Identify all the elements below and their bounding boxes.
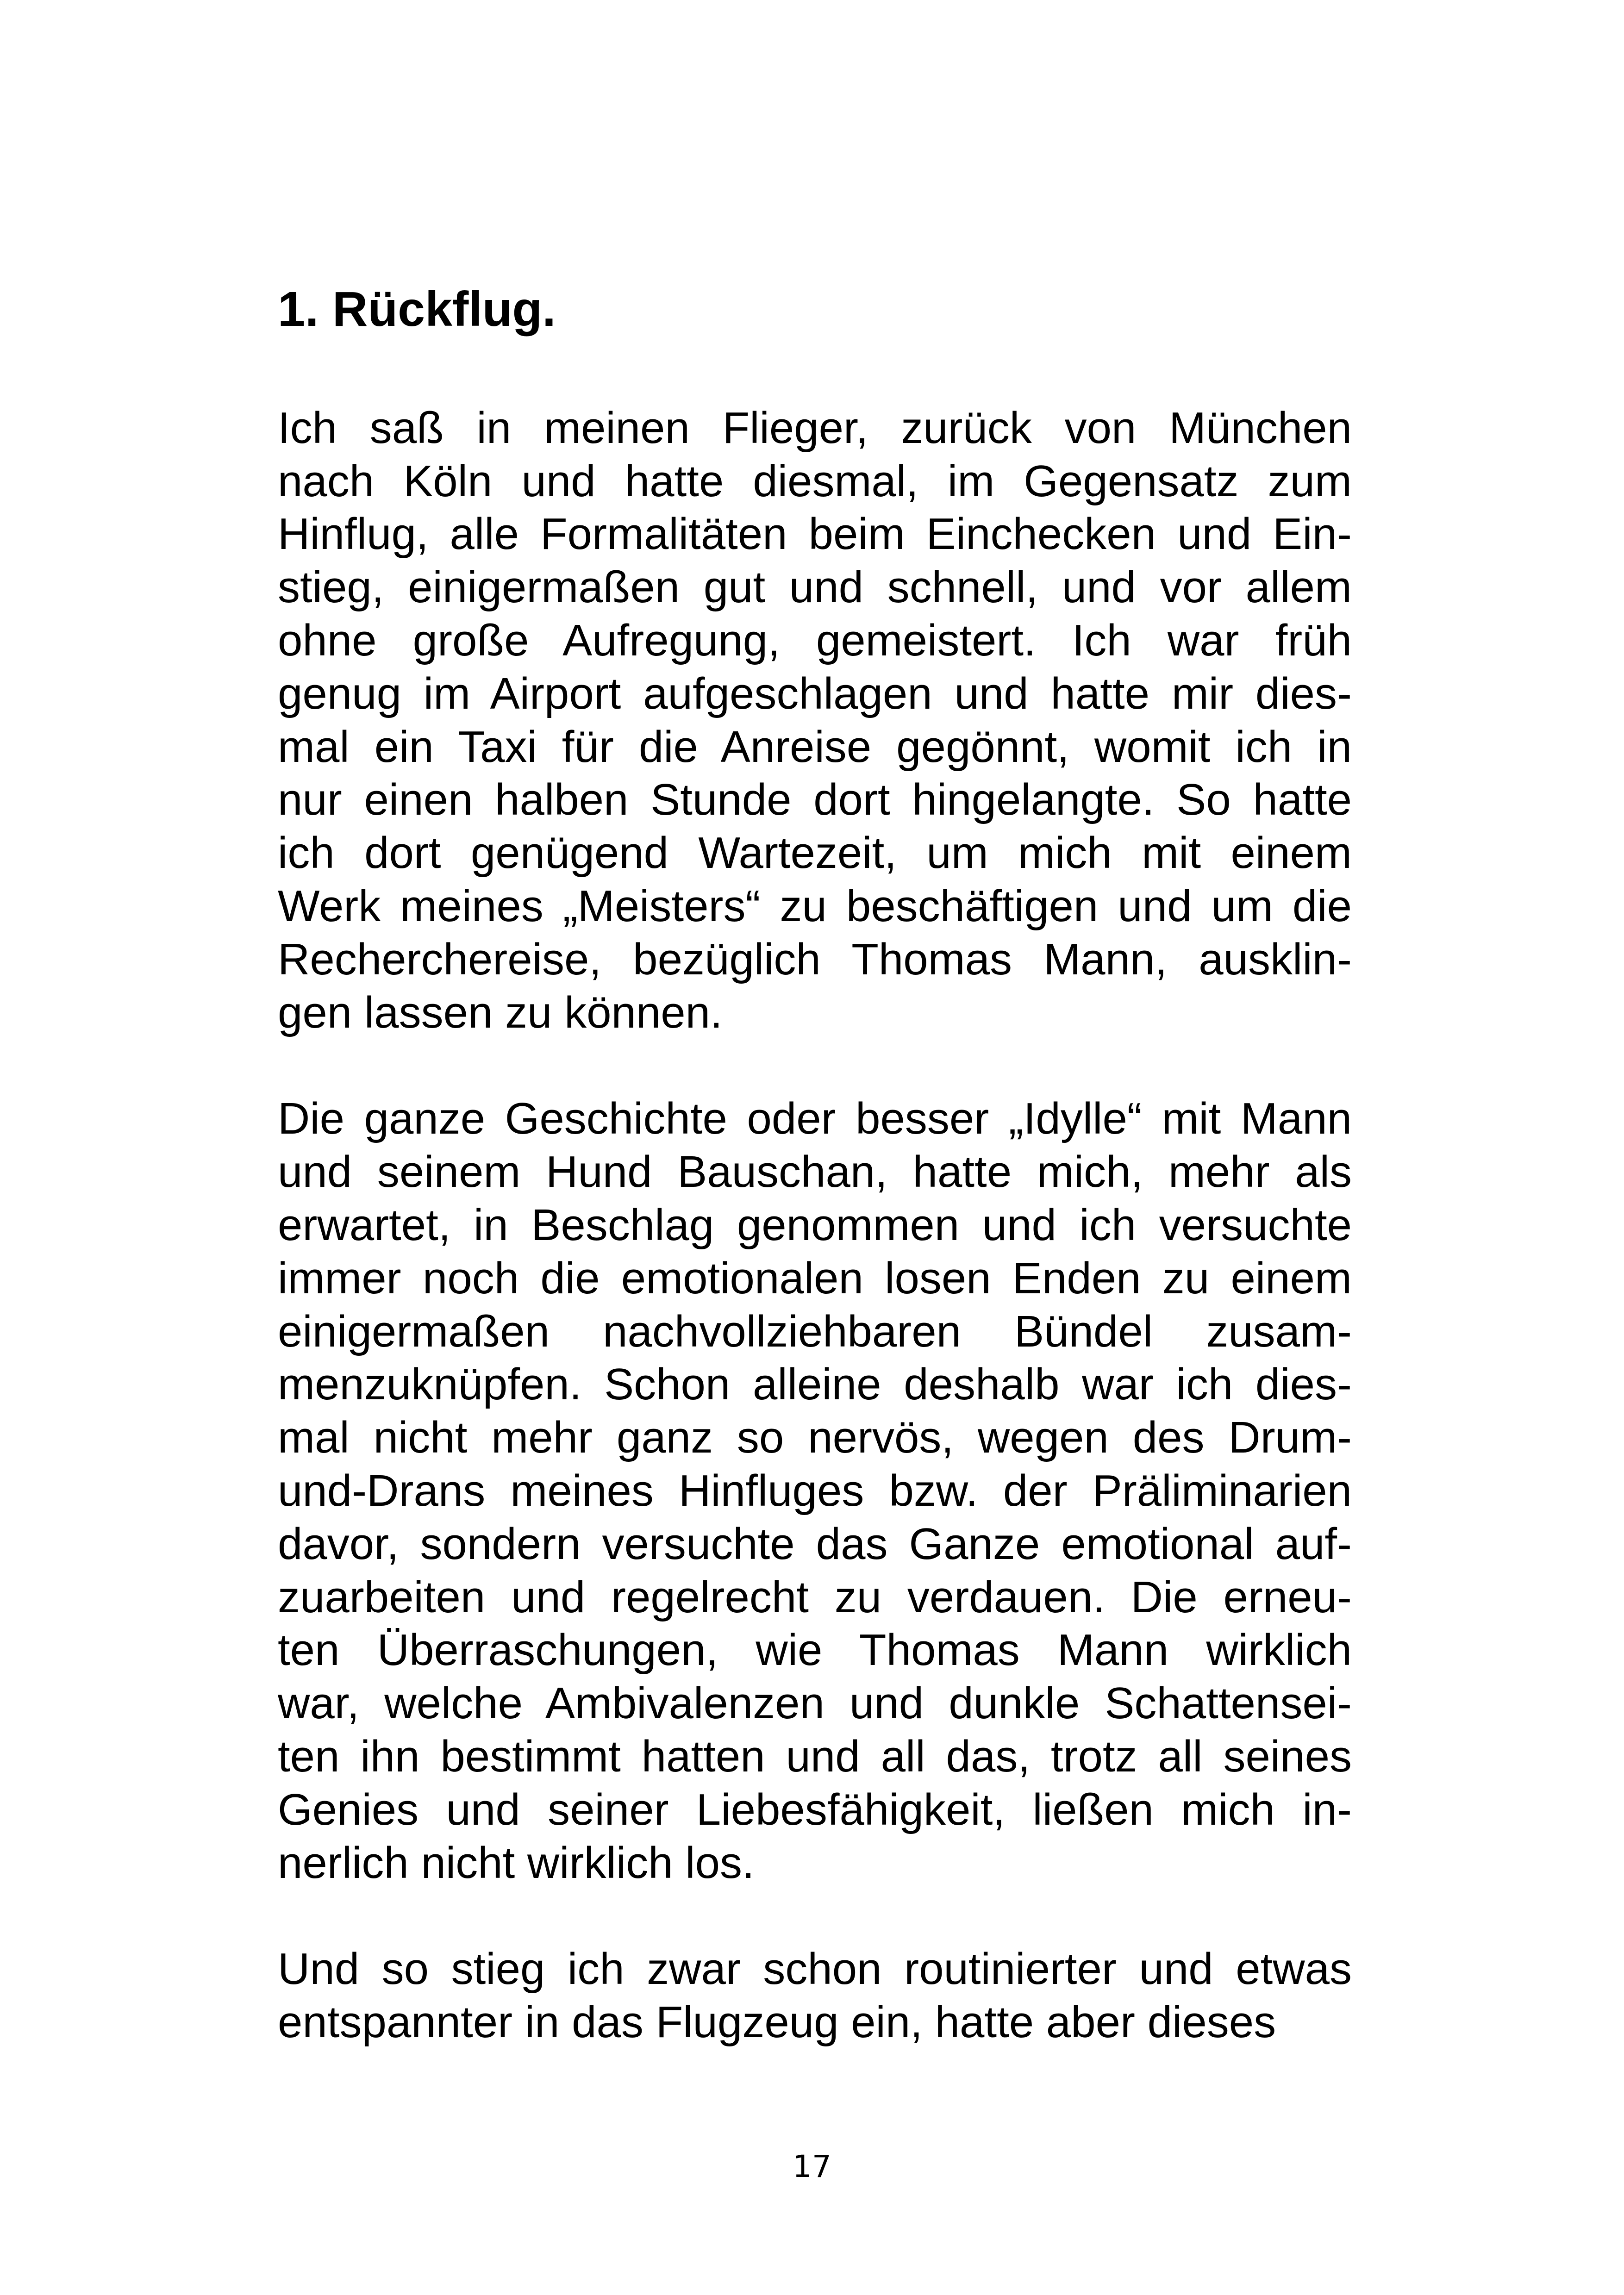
text-line: genug im Airport aufgeschlagen und hatte mir dies- <box>278 668 1352 718</box>
text-line: gen lassen zu können. <box>278 987 723 1037</box>
chapter-title: 1. Rückflug. <box>278 282 556 337</box>
text-line: und seinem Hund Bauschan, hatte mich, mehr als <box>278 1147 1352 1197</box>
text-line: zuarbeiten und regelrecht zu verdauen. Die erneu- <box>278 1572 1352 1622</box>
text-line: immer noch die emotionalen losen Enden zu einem <box>278 1253 1352 1303</box>
text-line: stieg, einigermaßen gut und schnell, und vor allem <box>278 562 1352 612</box>
text-line: nach Köln und hatte diesmal, im Gegensatz zum <box>278 456 1352 506</box>
paragraph <box>278 1943 1352 2049</box>
text-line: davor, sondern versuchte das Ganze emotional auf- <box>278 1519 1352 1569</box>
text-line: ten ihn bestimmt hatten und all das, trotz all seines <box>278 1731 1352 1781</box>
text-line: menzuknüpfen. Schon alleine deshalb war ich dies- <box>278 1360 1352 1409</box>
paragraph <box>278 402 1352 1040</box>
text-line: mal ein Taxi für die Anreise gegönnt, womit ich in <box>278 722 1352 772</box>
paragraph <box>278 1092 1352 1890</box>
text-line: Die ganze Geschichte oder besser „Idylle“ mit Mann <box>278 1094 1352 1144</box>
text-line: ten Überraschungen, wie Thomas Mann wirklich <box>278 1625 1352 1675</box>
text-line: Genies und seiner Liebesfähigkeit, ließen mich in- <box>278 1784 1352 1834</box>
text-line: Ich saß in meinen Flieger, zurück von München <box>278 403 1352 453</box>
text-line: und-Drans meines Hinfluges bzw. der Präliminarien <box>278 1466 1352 1515</box>
text-line: nerlich nicht wirklich los. <box>278 1838 755 1888</box>
text-line: Und so stieg ich zwar schon routinierter und etwas <box>278 1944 1352 1994</box>
text-line: ich dort genügend Wartezeit, um mich mit einem <box>278 828 1352 878</box>
text-line: Werk meines „Meisters“ zu beschäftigen und um die <box>278 881 1352 931</box>
text-line: nur einen halben Stunde dort hingelangte. So hatte <box>278 775 1352 825</box>
text-line: entspannter in das Flugzeug ein, hatte aber dieses <box>278 1997 1276 2047</box>
text-line: mal nicht mehr ganz so nervös, wegen des Drum- <box>278 1413 1352 1463</box>
page-body <box>278 278 1352 2102</box>
text-line: erwartet, in Beschlag genommen und ich versuchte <box>278 1200 1352 1250</box>
text-line: war, welche Ambivalenzen und dunkle Schattensei- <box>278 1678 1352 1728</box>
paragraph-container <box>278 402 1352 2049</box>
page-number: 17 <box>793 2149 831 2184</box>
text-line: ohne große Aufregung, gemeistert. Ich war früh <box>278 615 1352 665</box>
text-line: Hinflug, alle Formalitäten beim Einchecken und Ein- <box>278 509 1352 559</box>
text-line: Recherchereise, bezüglich Thomas Mann, ausklin- <box>278 934 1352 984</box>
text-line: einigermaßen nachvollziehbaren Bündel zusam- <box>278 1306 1352 1356</box>
